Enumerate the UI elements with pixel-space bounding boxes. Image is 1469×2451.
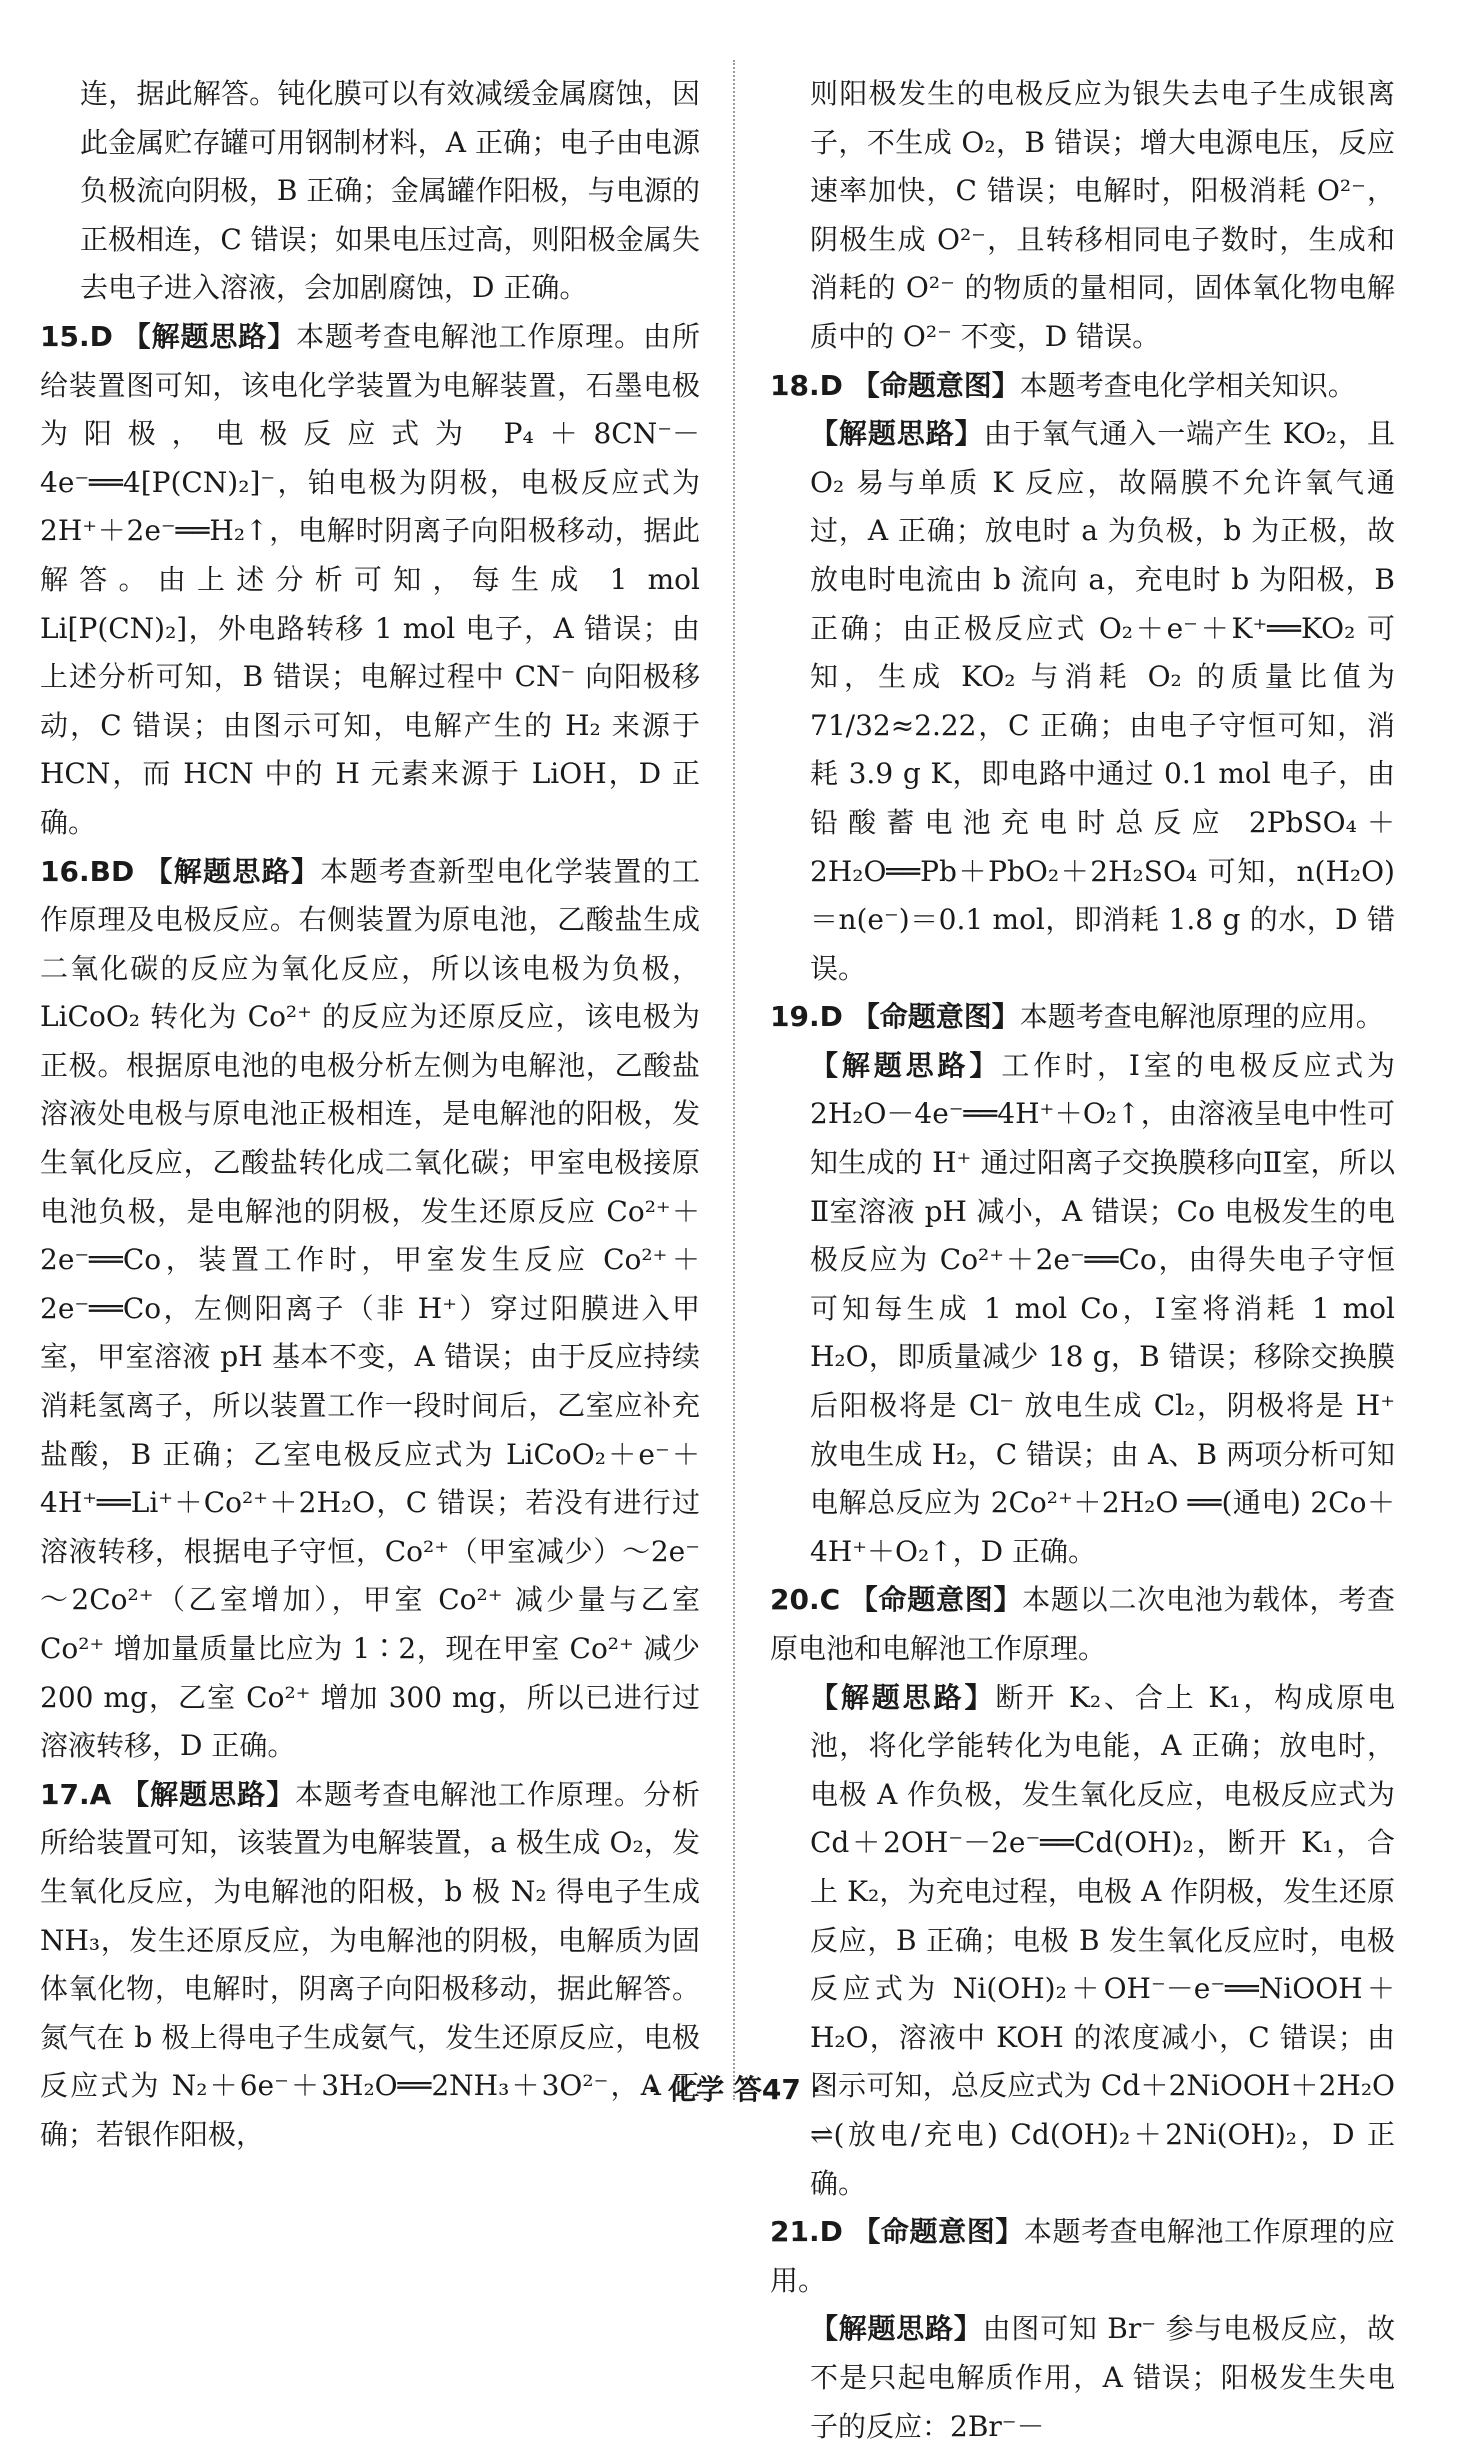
answer-number: 15.D — [40, 319, 113, 353]
answer-15 — [40, 313, 700, 848]
answer-text: 本题考查电解池工作原理。由所给装置图可知，该电化学装置为电解装置，石墨电极为阳极，电极反应式为 P₄＋8CN⁻－4e⁻══4[P(CN)₂]⁻，铂电极为阴极，电极反应式为 2H⁺＋2e⁻══H₂↑，电解时阴离子向阳极移动，据此解答。由上述分析可知，每生成 1 mol Li[P(CN)₂]，外电路转移 1 mol 电子，A 错误；由上述分析可知，B 错误；电解过程中 CN⁻ 向阳极移动，C 错误；由图示可知，电解产生的 H₂ 来源于 HCN，而 HCN 中的 H 元素来源于 LiOH，D 正确。 — [40, 319, 700, 839]
answer-tag: 【解题思路】 — [122, 319, 297, 353]
answer-tag: 【解题思路】 — [121, 1777, 296, 1811]
intent-tag: 【命题意图】 — [851, 1000, 1020, 1034]
reasoning-text: 由图可知 Br⁻ 参与电极反应，故不是只起电解质作用，A 错误；阳极发生失电子的反应：2Br⁻－ — [810, 2312, 1395, 2443]
intent-text: 本题考查电解池工作原理的应用。 — [770, 2215, 1395, 2297]
reasoning-text: 断开 K₂、合上 K₁，构成原电池，将化学能转化为电能，A 正确；放电时，电极 A 作负极，发生氧化反应，电极反应式为 Cd＋2OH⁻－2e⁻══Cd(OH)₂，断开 K₁，合上 K₂，为充电过程，电极 A 作阴极，发生还原反应，B 正确；电极 B 发生氧化反应时，电极反应式为 Ni(OH)₂＋OH⁻－e⁻══NiOOH＋H₂O，溶液中 KOH 的浓度减小，C 错误；由图示可知，总反应式为 Cd＋2NiOOH＋2H₂O ⇌(放电/充电) Cd(OH)₂＋2Ni(OH)₂，D 正确。 — [810, 1680, 1395, 2200]
continued-answer-14: 连，据此解答。钝化膜可以有效减缓金属腐蚀，因此金属贮存罐可用钢制材料，A 正确；电子由电源负极流向阴极，B 正确；金属罐作阳极，与电源的正极相连，C 错误；如果电压过高，则阳极金属失去电子进入溶液，会加剧腐蚀，D 正确。 — [80, 77, 700, 305]
answer-21 — [770, 2208, 1395, 2305]
answer-number: 16.BD — [40, 854, 135, 888]
answer-19-reasoning — [770, 1042, 1395, 1577]
answer-20-reasoning — [770, 1674, 1395, 2209]
answer-20 — [770, 1576, 1395, 1673]
reasoning-text: 工作时，Ⅰ室的电极反应式为 2H₂O－4e⁻══4H⁺＋O₂↑，由溶液呈电中性可知生成的 H⁺ 通过阳离子交换膜移向Ⅱ室，所以Ⅱ室溶液 pH 减小，A 错误；Co 电极发生的电极反应为 Co²⁺＋2e⁻══Co，由得失电子守恒可知每生成 1 mol Co，Ⅰ室将消耗 1 mol H₂O，即质量减少 18 g，B 错误；移除交换膜后阳极将是 Cl⁻ 放电生成 Cl₂，阴极将是 H⁺ 放电生成 H₂，C 错误；由 A、B 两项分析可知电解总反应为 2Co²⁺＋2H₂O ══(通电) 2Co＋4H⁺＋O₂↑，D 正确。 — [810, 1048, 1395, 1568]
intent-tag: 【命题意图】 — [851, 368, 1020, 402]
answer-18 — [770, 362, 1395, 411]
reasoning-tag: 【解题思路】 — [810, 417, 984, 451]
intent-tag: 【命题意图】 — [849, 1583, 1023, 1617]
answer-19 — [770, 993, 1395, 1042]
answer-21-reasoning — [770, 2305, 1395, 2451]
answer-number: 18.D — [770, 368, 843, 402]
intent-tag: 【命题意图】 — [852, 2215, 1024, 2249]
answer-tag: 【解题思路】 — [144, 854, 321, 888]
continued-answer-17: 则阳极发生的电极反应为银失去电子生成银离子，不生成 O₂，B 错误；增大电源电压，反应速率加快，C 错误；电解时，阳极消耗 O²⁻，阴极生成 O²⁻，且转移相同电子数时，生成和消耗的 O²⁻ 的物质的量相同，固体氧化物电解质中的 O²⁻ 不变，D 错误。 — [810, 77, 1395, 353]
answer-number: 21.D — [770, 2215, 843, 2249]
reasoning-tag: 【解题思路】 — [810, 1048, 1002, 1082]
answer-number: 17.A — [40, 1777, 112, 1811]
answer-16 — [40, 848, 700, 1771]
column-divider — [733, 60, 735, 2100]
reasoning-text: 由于氧气通入一端产生 KO₂，且 O₂ 易与单质 K 反应，故隔膜不允许氧气通过，A 正确；放电时 a 为负极，b 为正极，故放电时电流由 b 流向 a，充电时 b 为阳极，B 正确；由正极反应式 O₂＋e⁻＋K⁺══KO₂ 可知，生成 KO₂ 与消耗 O₂ 的质量比值为 71/32≈2.22，C 正确；由电子守恒可知，消耗 3.9 g K，即电路中通过 0.1 mol 电子，由铅酸蓄电池充电时总反应 2PbSO₄＋2H₂O══Pb＋PbO₂＋2H₂SO₄ 可知，n(H₂O)＝n(e⁻)＝0.1 mol，即消耗 1.8 g 的水，D 错误。 — [810, 417, 1395, 985]
reasoning-tag: 【解题思路】 — [810, 1680, 996, 1714]
intent-text: 本题考查电化学相关知识。 — [1019, 368, 1356, 402]
left-column — [40, 70, 700, 2160]
answer-text: 本题考查新型电化学装置的工作原理及电极反应。右侧装置为原电池，乙酸盐生成二氧化碳的反应为氧化反应，所以该电极为负极，LiCoO₂ 转化为 Co²⁺ 的反应为还原反应，该电极为正极。根据原电池的电极分析左侧为电解池，乙酸盐溶液处电极与原电池正极相连，是电解池的阳极，发生氧化反应，乙酸盐转化成二氧化碳；甲室电极接原电池负极，是电解池的阴极，发生还原反应 Co²⁺＋2e⁻══Co，装置工作时，甲室发生反应 Co²⁺＋2e⁻══Co，左侧阳离子（非 H⁺）穿过阳膜进入甲室，甲室溶液 pH 基本不变，A 错误；由于反应持续消耗氢离子，所以装置工作一段时间后，乙室应补充盐酸，B 正确；乙室电极反应式为 LiCoO₂＋e⁻＋4H⁺══Li⁺＋Co²⁺＋2H₂O，C 错误；若没有进行过溶液转移，根据电子守恒，Co²⁺（甲室减少）～2e⁻～2Co²⁺（乙室增加），甲室 Co²⁺ 减少量与乙室 Co²⁺ 增加量质量比应为 1∶2，现在甲室 Co²⁺ 减少 200 mg，乙室 Co²⁺ 增加 300 mg，所以已进行过溶液转移，D 正确。 — [40, 854, 700, 1763]
intent-text: 本题以二次电池为载体，考查原电池和电解池工作原理。 — [770, 1583, 1395, 1665]
answer-number: 19.D — [770, 1000, 843, 1034]
intent-text: 本题考查电解池原理的应用。 — [1019, 1000, 1384, 1034]
answer-text: 本题考查电解池工作原理。分析所给装置可知，该装置为电解装置，a 极生成 O₂，发生氧化反应，为电解池的阳极，b 极 N₂ 得电子生成 NH₃，发生还原反应，为电解池的阴极，电解质为固体氧化物，电解时，阴离子向阳极移动，据此解答。氮气在 b 极上得电子生成氨气，发生还原反应，电极反应式为 N₂＋6e⁻＋3H₂O══2NH₃＋3O²⁻，A 正确；若银作阳极， — [40, 1777, 700, 2151]
answer-18-reasoning — [770, 410, 1395, 993]
page-footer: · 化学 答47 · — [647, 2073, 822, 2106]
answer-number: 20.C — [770, 1583, 841, 1617]
reasoning-tag: 【解题思路】 — [810, 2312, 983, 2346]
